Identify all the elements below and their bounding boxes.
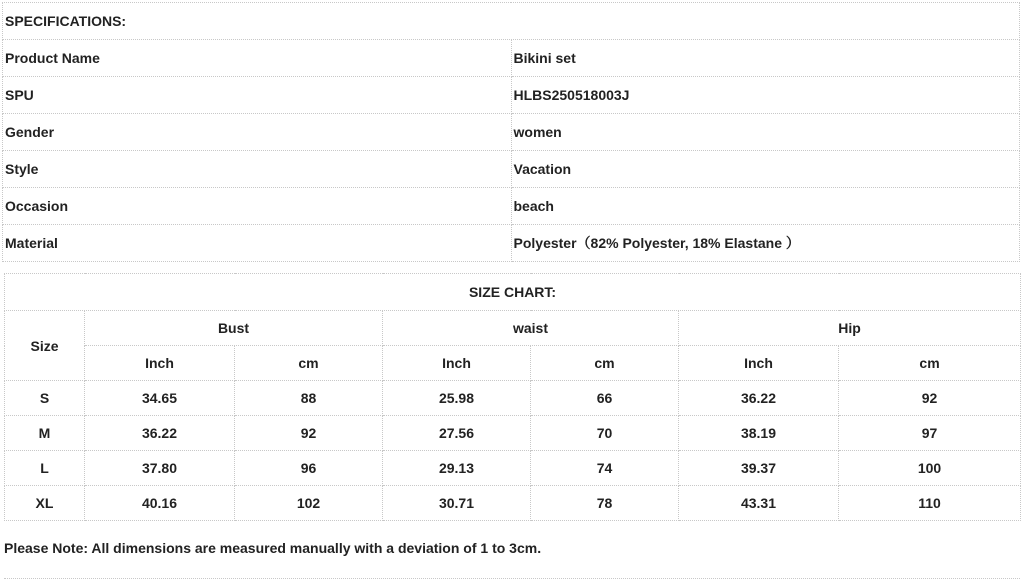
spec-row-occasion bbox=[3, 188, 1020, 225]
size-value: 34.65 bbox=[85, 381, 235, 416]
spec-row-product-name bbox=[3, 40, 1020, 77]
spec-value: women bbox=[511, 114, 1020, 151]
size-value: 39.37 bbox=[679, 451, 839, 486]
size-row-l bbox=[5, 451, 1021, 486]
size-value: 92 bbox=[235, 416, 383, 451]
size-value: 36.22 bbox=[679, 381, 839, 416]
spec-row-style bbox=[3, 151, 1020, 188]
group-header-waist: waist bbox=[383, 311, 679, 346]
bottom-divider bbox=[4, 578, 1020, 579]
size-row-xl bbox=[5, 486, 1021, 521]
spec-label: Product Name bbox=[3, 40, 512, 77]
group-header-bust: Bust bbox=[85, 311, 383, 346]
spec-value: beach bbox=[511, 188, 1020, 225]
size-value: 70 bbox=[531, 416, 679, 451]
unit-header: cm bbox=[839, 346, 1021, 381]
size-label: S bbox=[5, 381, 85, 416]
spec-label: Style bbox=[3, 151, 512, 188]
size-value: 88 bbox=[235, 381, 383, 416]
size-value: 43.31 bbox=[679, 486, 839, 521]
size-value: 96 bbox=[235, 451, 383, 486]
size-value: 110 bbox=[839, 486, 1021, 521]
unit-header: Inch bbox=[85, 346, 235, 381]
spec-label: Occasion bbox=[3, 188, 512, 225]
size-chart-group-row bbox=[5, 311, 1021, 346]
group-header-hip: Hip bbox=[679, 311, 1021, 346]
size-value: 29.13 bbox=[383, 451, 531, 486]
size-chart-table bbox=[4, 273, 1021, 521]
size-value: 102 bbox=[235, 486, 383, 521]
size-chart-heading-row bbox=[5, 274, 1021, 311]
size-value: 92 bbox=[839, 381, 1021, 416]
spec-value: Bikini set bbox=[511, 40, 1020, 77]
unit-header: cm bbox=[531, 346, 679, 381]
size-label: M bbox=[5, 416, 85, 451]
size-column-header: Size bbox=[5, 311, 85, 381]
size-value: 38.19 bbox=[679, 416, 839, 451]
unit-header: Inch bbox=[383, 346, 531, 381]
size-value: 27.56 bbox=[383, 416, 531, 451]
size-row-m bbox=[5, 416, 1021, 451]
spec-label: Gender bbox=[3, 114, 512, 151]
size-value: 40.16 bbox=[85, 486, 235, 521]
size-value: 37.80 bbox=[85, 451, 235, 486]
size-value: 100 bbox=[839, 451, 1021, 486]
spec-row-gender bbox=[3, 114, 1020, 151]
spec-label: SPU bbox=[3, 77, 512, 114]
spec-value: Vacation bbox=[511, 151, 1020, 188]
spec-row-material bbox=[3, 225, 1020, 262]
specifications-table bbox=[2, 2, 1020, 262]
unit-header: cm bbox=[235, 346, 383, 381]
size-label: L bbox=[5, 451, 85, 486]
size-chart-heading: SIZE CHART: bbox=[5, 274, 1021, 311]
size-row-s bbox=[5, 381, 1021, 416]
size-value: 25.98 bbox=[383, 381, 531, 416]
size-value: 97 bbox=[839, 416, 1021, 451]
size-value: 74 bbox=[531, 451, 679, 486]
size-value: 36.22 bbox=[85, 416, 235, 451]
size-value: 66 bbox=[531, 381, 679, 416]
specifications-heading-row bbox=[3, 3, 1020, 40]
spec-label: Material bbox=[3, 225, 512, 262]
measurement-note: Please Note: All dimensions are measured manually with a deviation of 1 to 3cm. bbox=[4, 540, 542, 556]
size-value: 30.71 bbox=[383, 486, 531, 521]
specifications-heading: SPECIFICATIONS: bbox=[3, 3, 1020, 40]
size-chart-unit-row bbox=[5, 346, 1021, 381]
size-value: 78 bbox=[531, 486, 679, 521]
spec-value: HLBS250518003J bbox=[511, 77, 1020, 114]
spec-row-spu bbox=[3, 77, 1020, 114]
size-label: XL bbox=[5, 486, 85, 521]
unit-header: Inch bbox=[679, 346, 839, 381]
spec-value: Polyester（82% Polyester, 18% Elastane ） bbox=[511, 225, 1020, 262]
